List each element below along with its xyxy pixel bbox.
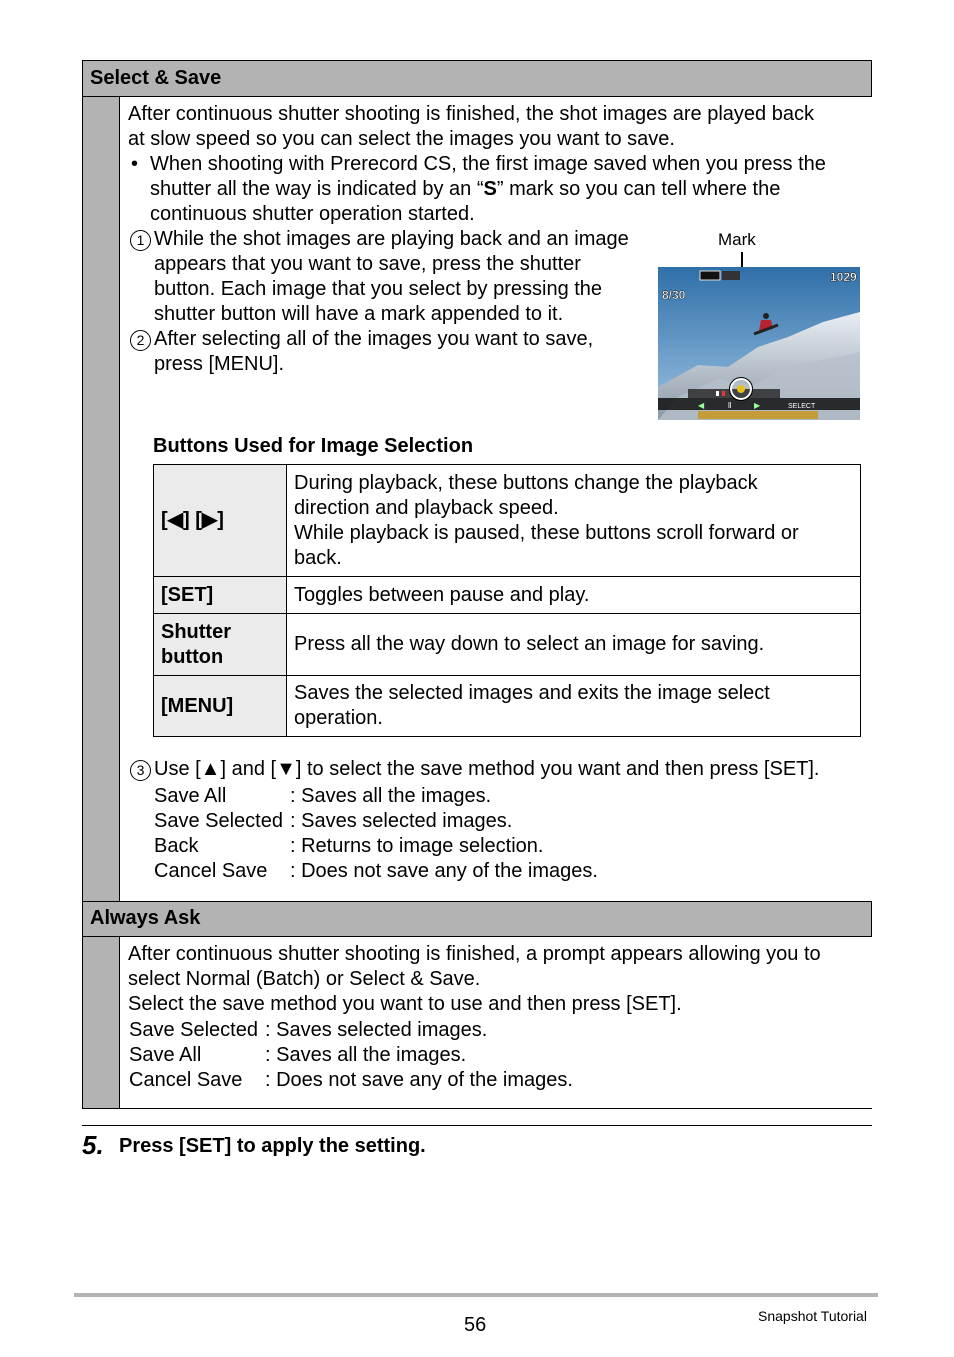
settings-box (82, 60, 872, 1109)
footer-rule (74, 1293, 878, 1297)
mark-label: Mark (718, 230, 756, 249)
always-ask-line: Select the save method you want to use and then press [SET]. (128, 993, 682, 1015)
button-description: During playback, these buttons change the playback direction and playback speed. While playback is paused, these buttons scroll forward or back. (287, 465, 861, 577)
step-3-number: 3 (130, 758, 151, 783)
step-2-number: 2 (130, 328, 151, 353)
option-name: Cancel Save (154, 860, 268, 882)
intro-line: After continuous shutter shooting is finished, the shot images are played back (128, 103, 814, 125)
option-desc: : Saves selected images. (265, 1019, 488, 1041)
section-title: Select & Save (90, 67, 222, 89)
button-key: [◀] [▶] (154, 465, 287, 577)
s-mark: S (483, 178, 497, 200)
bullet-line: shutter all the way is indicated by an “S” mark so you can tell where the (150, 178, 781, 200)
step-1-line: button. Each image that you select by pressing the (154, 278, 603, 300)
button-key: Shutter button (154, 614, 287, 676)
option-name: Cancel Save (129, 1069, 243, 1091)
step-1-line: While the shot images are playing back and an image (154, 228, 629, 250)
option-desc: : Does not save any of the images. (265, 1069, 573, 1091)
buttons-heading: Buttons Used for Image Selection (153, 435, 474, 457)
option-name: Save All (129, 1044, 202, 1066)
button-description: Press all the way down to select an image for saving. (287, 614, 861, 676)
section-body-always-ask (119, 937, 872, 1108)
section-header-select-save (83, 61, 871, 97)
button-key: [SET] (154, 577, 287, 614)
table-row (154, 465, 861, 577)
step-1-line: shutter button will have a mark appended to it. (154, 303, 564, 325)
option-desc: : Saves all the images. (265, 1044, 467, 1066)
camera-screen-image (658, 267, 860, 420)
bullet-line: continuous shutter operation started. (150, 203, 475, 225)
section-title: Always Ask (90, 907, 201, 929)
intro-line: at slow speed so you can select the images you want to save. (128, 128, 675, 150)
footer-section-label: Snapshot Tutorial (758, 1308, 867, 1324)
option-desc: : Returns to image selection. (290, 835, 544, 857)
step-5-number: 5. (82, 1130, 104, 1160)
step-1-number: 1 (130, 228, 151, 253)
table-row (154, 676, 861, 737)
svg-text:▶: ▶ (754, 401, 761, 410)
section-body-select-save (119, 97, 872, 901)
table-row (154, 614, 861, 676)
button-key: [MENU] (154, 676, 287, 737)
buttons-table (153, 464, 861, 737)
option-name: Back (154, 835, 199, 857)
button-description: Toggles between pause and play. (287, 577, 861, 614)
always-ask-line: After continuous shutter shooting is finished, a prompt appears allowing you to (128, 943, 821, 965)
step-3-line: Use [▲] and [▼] to select the save method you want and then press [SET]. (154, 758, 820, 780)
always-ask-line: select Normal (Batch) or Select & Save. (128, 968, 481, 990)
section-header-always-ask (83, 901, 871, 937)
page-number: 56 (464, 1314, 487, 1336)
step-2-line: press [MENU]. (154, 353, 285, 375)
svg-text:ll: ll (728, 401, 732, 410)
svg-text:8/30: 8/30 (662, 288, 686, 302)
option-desc: : Saves selected images. (290, 810, 513, 832)
svg-text:◀: ◀ (698, 401, 705, 410)
svg-text:1029: 1029 (830, 270, 857, 284)
step-divider (82, 1125, 872, 1126)
option-name: Save All (154, 785, 227, 807)
option-name: Save Selected (129, 1019, 258, 1041)
option-desc: : Does not save any of the images. (290, 860, 598, 882)
option-name: Save Selected (154, 810, 283, 832)
step-1-line: appears that you want to save, press the shutter (154, 253, 581, 275)
option-desc: : Saves all the images. (290, 785, 492, 807)
step-5-text: Press [SET] to apply the setting. (119, 1135, 426, 1157)
bullet-line: When shooting with Prerecord CS, the first image saved when you press the (150, 153, 826, 175)
svg-text:SELECT: SELECT (788, 403, 816, 410)
table-row (154, 577, 861, 614)
step-2-line: After selecting all of the images you want to save, (154, 328, 594, 350)
bullet-marker: • (131, 153, 139, 175)
button-description: Saves the selected images and exits the image select operation. (287, 676, 861, 737)
